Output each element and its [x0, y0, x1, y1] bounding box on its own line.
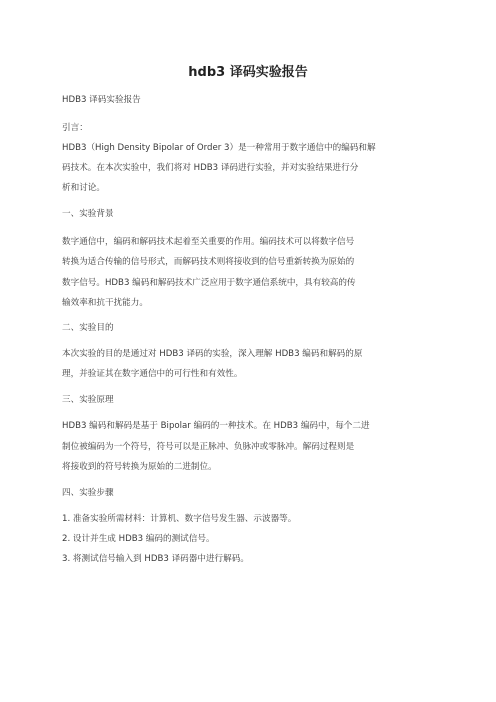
step-item: 1. 准备实验所需材料：计算机、数字信号发生器、示波器等。	[62, 514, 297, 524]
paragraph-line: 输效率和抗干扰能力。	[62, 298, 148, 308]
intro-heading: 引言：	[62, 123, 88, 133]
paragraph-line: 本次实验的目的是通过对 HDB3 译码的实验，深入理解 HDB3 编码和解码的原	[62, 349, 363, 359]
paragraph-line: HDB3 编码和解码是基于 Bipolar 编码的一种技术。在 HDB3 编码中，每个二进	[62, 421, 370, 431]
paragraph-line: 理，并验证其在数字通信中的可行性和有效性。	[62, 369, 243, 379]
step-item: 3. 将测试信号输入到 HDB3 译码器中进行解码。	[62, 554, 249, 564]
paragraph-line: 转换为适合传输的信号形式，而解码技术则将接收到的信号重新转换为原始的	[62, 257, 355, 267]
paragraph-line: 数字通信中，编码和解码技术起着至关重要的作用。编码技术可以将数字信号	[62, 237, 355, 247]
paragraph-line: HDB3（High Density Bipolar of Order 3）是一种常用于数字通信中的编码和解	[62, 143, 376, 153]
document-title: hdb3 译码实验报告	[188, 65, 308, 80]
paragraph-line: 将接收到的符号转换为原始的二进制位。	[62, 462, 217, 472]
paragraph-line: 码技术。在本次实验中，我们将对 HDB3 译码进行实验，并对实验结果进行分	[62, 163, 359, 173]
paragraph-line: 析和讨论。	[62, 183, 105, 193]
paragraph-line: 数字信号。HDB3 编码和解码技术广泛应用于数字通信系统中，具有较高的传	[62, 278, 356, 288]
section-heading: 二、实验目的	[62, 323, 114, 333]
step-item: 2. 设计并生成 HDB3 编码的测试信号。	[62, 534, 215, 544]
paragraph-line: 制位被编码为一个符号，符号可以是正脉冲、负脉冲或零脉冲。解码过程则是	[62, 442, 355, 452]
subtitle-line: HDB3 译码实验报告	[62, 95, 141, 105]
section-heading: 一、实验背景	[62, 209, 114, 219]
section-heading: 四、实验步骤	[62, 488, 114, 498]
section-heading: 三、实验原理	[62, 395, 114, 405]
